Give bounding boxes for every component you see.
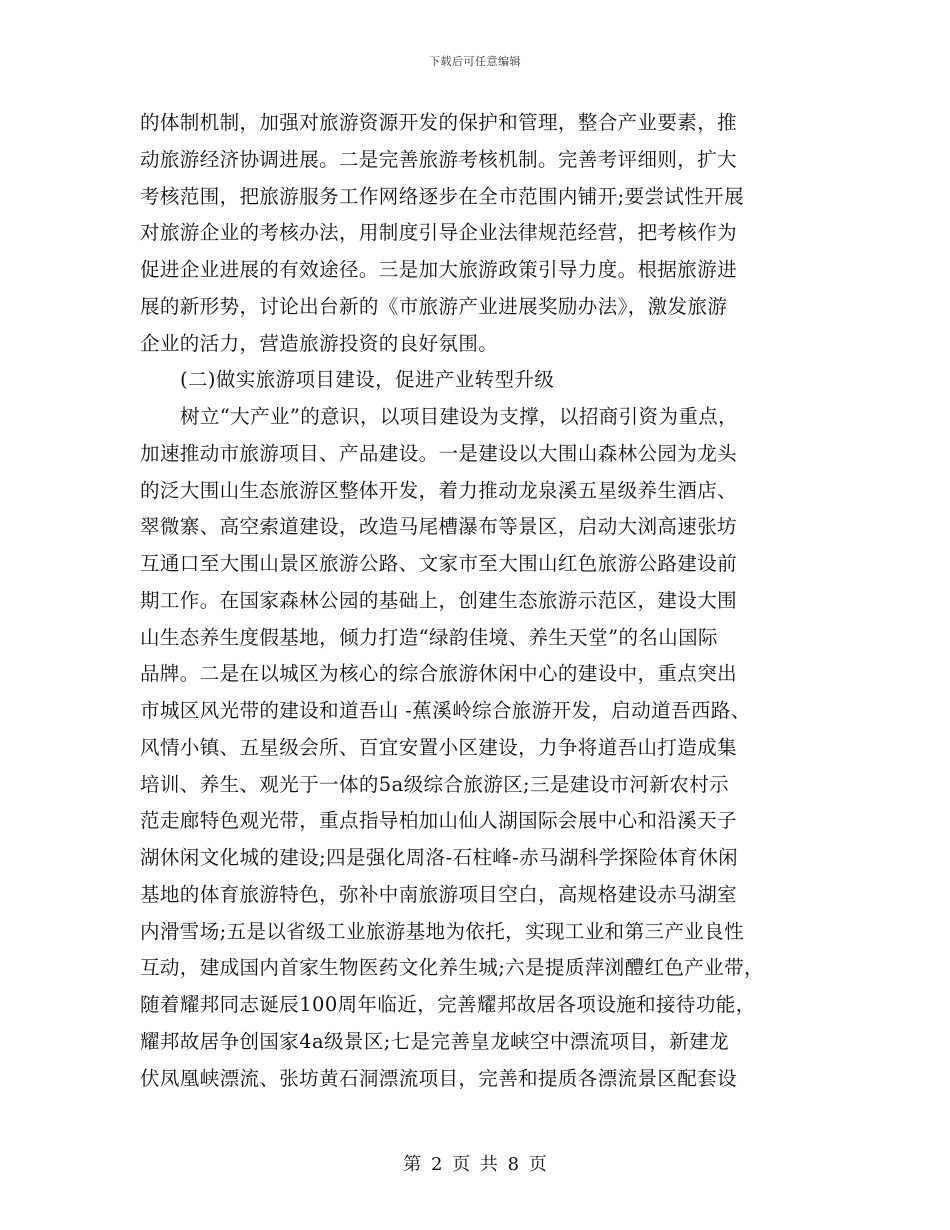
document-body [140, 105, 820, 1097]
text-line: 风情小镇、五星级会所、百宜安置小区建设，力争将道吾山打造成集 [140, 735, 738, 759]
text-line: 企业的活力，营造旅游投资的良好氛围。 [140, 331, 499, 355]
text-line: 的泛大围山生态旅游区整体开发，着力推动龙泉溪五星级养生酒店、 [140, 478, 738, 502]
text-line: 对旅游企业的考核办法，用制度引导企业法律规范经营，把考核作为 [140, 221, 738, 245]
text-line: 范走廊特色观光带，重点指导柏加山仙人湖国际会展中心和沿溪天子 [140, 809, 738, 833]
text-line: 期工作。在国家森林公园的基础上，创建生态旅游示范区，建设大围 [140, 588, 738, 612]
text-line: 培训、养生、观光于一体的5a级综合旅游区;三是建设市河新农村示 [140, 772, 730, 796]
text-line: 伏凤凰峡漂流、张坊黄石洞漂流项目，完善和提质各漂流景区配套设 [140, 1066, 738, 1090]
text-line: 随着耀邦同志诞辰100周年临近，完善耀邦故居各项设施和接待功能， [140, 993, 756, 1016]
text-line: 市城区风光带的建设和道吾山 -蕉溪岭综合旅游开发，启动道吾西路、 [140, 699, 751, 722]
text-line: 树立“大产业”的意识，以项目建设为支撑，以招商引资为重点， [180, 405, 739, 428]
text-line: 动旅游经济协调进展。二是完善旅游考核机制。完善考评细则，扩大 [140, 147, 738, 171]
text-line: 互动，建成国内首家生物医药文化养生城;六是提质萍浏醴红色产业带， [140, 956, 764, 980]
text-line: 翠微寨、高空索道建设，改造马尾槽瀑布等景区，启动大浏高速张坊 [140, 515, 738, 539]
text-line: 考核范围，把旅游服务工作网络逐步在全市范围内铺开;要尝试性开展 [140, 184, 744, 208]
text-line: 的体制机制，加强对旅游资源开发的保护和管理，整合产业要素，推 [140, 111, 738, 134]
text-line: 内滑雪场;五是以省级工业旅游基地为依托，实现工业和第三产业良性 [140, 919, 744, 943]
text-line: 促进企业进展的有效途径。三是加大旅游政策引导力度。根据旅游进 [140, 258, 738, 281]
text-line: 品牌。二是在以城区为核心的综合旅游休闲中心的建设中，重点突出 [140, 662, 738, 686]
text-line: 加速推动市旅游项目、产品建设。一是建设以大围山森林公园为龙头 [140, 441, 738, 465]
page-header-note: 下载后可任意编辑 [429, 55, 521, 68]
text-line: (二)做实旅游项目建设，促进产业转型升级 [180, 368, 555, 392]
text-line: 互通口至大围山景区旅游公路、文家市至大围山红色旅游公路建设前 [140, 552, 738, 575]
text-line: 耀邦故居争创国家4a级景区;七是完善皇龙峡空中漂流项目，新建龙 [140, 1029, 730, 1053]
text-line: 基地的体育旅游特色，弥补中南旅游项目空白，高规格建设赤马湖室 [140, 882, 738, 906]
text-line: 展的新形势，讨论出台新的《市旅游产业进展奖励办法》，激发旅游 [140, 294, 728, 318]
text-line: 湖休闲文化城的建设;四是强化周洛-石柱峰-赤马湖科学探险体育休闲 [140, 846, 739, 869]
text-line: 山生态养生度假基地，倾力打造“绿韵佳境、养生天堂”的名山国际 [140, 625, 718, 649]
page-number: 第 2 页 共 8 页 [403, 1154, 547, 1175]
